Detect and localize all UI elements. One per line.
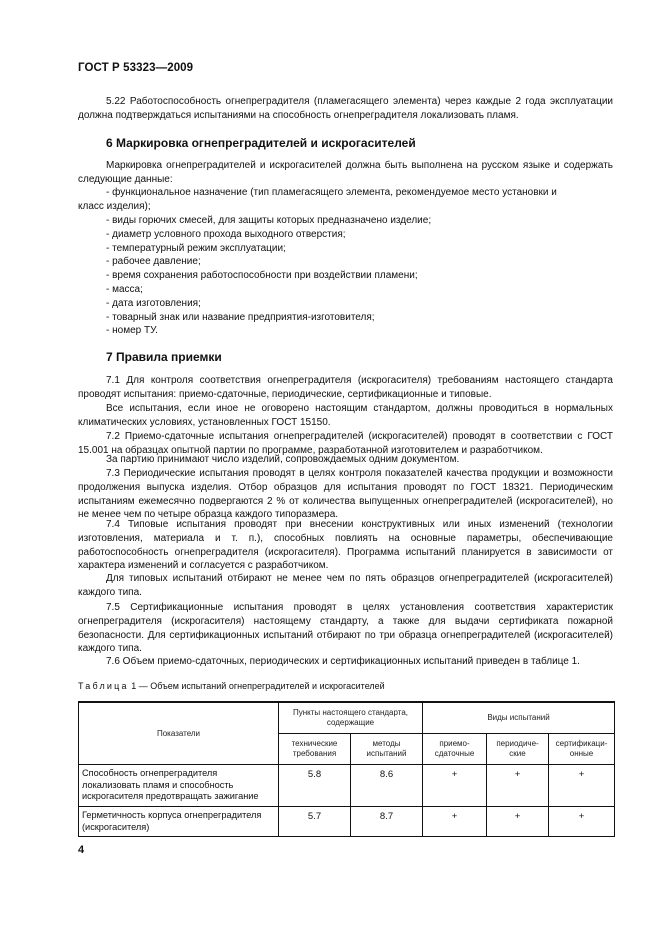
cell-indicator: Герметичность корпуса огнепреградителя (искрогасителя) xyxy=(79,807,279,837)
paragraph-5-22: 5.22 Работоспособность огнепреградителя (пламегасящего элемента) через каждые 2 года эксплуатации должна подтверждаться испытаниями на способность огнепреградителя локализовать пламя. xyxy=(78,96,613,121)
tests-table xyxy=(78,701,615,837)
table-header-row xyxy=(79,702,615,734)
page-number: 4 xyxy=(78,844,85,856)
paragraph-7-2-b: За партию принимают число изделий, сопровождаемых одним документом. xyxy=(106,454,460,465)
paragraph-7-3: 7.3 Периодические испытания проводят в целях контроля показателей качества продукции и возможности продолжения выпуска изделия. Отбор образцов для испытания проводят по ГОСТ 18321. Периодическим испытаниям ежемесячно подвергаются 2 % от количества выпущенных огнепреградителей (искрогасителей), но не менее чем по четыре образца каждого типоразмера. xyxy=(78,468,613,521)
section-6-intro: Маркировка огнепреградителей и искрогасителей должна быть выполнена на русском языке и содержать следующие данные: xyxy=(78,160,613,185)
list-item: - температурный режим эксплуатации; xyxy=(106,242,286,254)
cell-method: 8.6 xyxy=(351,765,423,807)
list-item: - время сохранения работоспособности при воздействии пламени; xyxy=(106,270,418,282)
cell-tech: 5.8 xyxy=(279,765,351,807)
header-indicators: Показатели xyxy=(79,702,279,765)
list-item-continuation: класс изделия); xyxy=(78,201,151,212)
page-header: ГОСТ Р 53323—2009 xyxy=(78,62,194,74)
header-test-methods: методы испытаний xyxy=(351,734,423,765)
header-test-types: Виды испытаний xyxy=(423,702,615,734)
paragraph-7-1: 7.1 Для контроля соответствия огнепреградителя (искрогасителя) требованиям настоящего стандарта проводят испытания: приемо-сдаточные, периодические, сертификационные и типовые. xyxy=(78,375,613,400)
list-item: - масса; xyxy=(106,283,143,295)
list-item: - виды горючих смесей, для защиты которых предназначено изделие; xyxy=(106,215,432,226)
table-caption-label: Таблица xyxy=(78,681,129,691)
cell-certification: + xyxy=(549,765,615,807)
list-item: - товарный знак или название предприятия-изготовителя; xyxy=(106,311,375,323)
cell-acceptance: + xyxy=(423,765,487,807)
table-row xyxy=(79,765,615,807)
header-periodic: периодиче-ские xyxy=(487,734,549,765)
marking-list xyxy=(106,186,614,200)
table-row xyxy=(79,807,615,837)
section-7-title: 7 Правила приемки xyxy=(106,350,222,364)
cell-indicator: Способность огнепреградителя локализовать пламя и способность искрогасителя предотвращать зажигание xyxy=(79,765,279,807)
list-item: - дата изготовления; xyxy=(106,297,201,309)
header-acceptance: приемо-сдаточные xyxy=(423,734,487,765)
cell-periodic: + xyxy=(487,765,549,807)
list-item: - диаметр условного прохода выходного отверстия; xyxy=(106,228,346,240)
header-tech-requirements: технические требования xyxy=(279,734,351,765)
cell-tech: 5.7 xyxy=(279,807,351,837)
paragraph-7-4-b: Для типовых испытаний отбирают не менее чем по пять образцов огнепреградителей (искрогасителей) каждого типа. xyxy=(78,573,613,598)
cell-certification: + xyxy=(549,807,615,837)
list-item: - номер ТУ. xyxy=(106,325,158,337)
table-caption-text: 1 — Объем испытаний огнепреградителей и искрогасителей xyxy=(131,681,385,691)
section-6-title: 6 Маркировка огнепреградителей и искрогасителей xyxy=(106,136,416,150)
paragraph-7-4: 7.4 Типовые испытания проводят при внесении конструктивных или иных изменений (технологии изготовления, материала и т. п.), способных повлиять на основные параметры, обеспечивающие работоспособность огнепреградителя (искрогасителя). Программа испытаний планируется в зависимости от характера изменений и согласуется с разработчиком. xyxy=(78,519,613,572)
paragraph-7-1-b: Все испытания, если иное не оговорено настоящим стандартом, должны проводиться в нормальных климатических условиях, установленных ГОСТ 15150. xyxy=(78,403,613,428)
list-item: - функциональное назначение (тип пламегасящего элемента, рекомендуемое место установки и xyxy=(106,187,557,198)
paragraph-7-5: 7.5 Сертификационные испытания проводят в целях установления соответствия характеристик огнепреградителя (искрогасителя) настоящему стандарту, а также для выдачи сертификата пожарной безопасности. Для сертификационных испытаний отбирают по три образца огнепреградителей (искрогасителей) каждого типа. xyxy=(78,602,613,655)
table-caption xyxy=(78,681,385,691)
header-points: Пункты настоящего стандарта, содержащие xyxy=(279,702,423,734)
marking-list-rest xyxy=(106,214,614,338)
header-certification: сертификаци-онные xyxy=(549,734,615,765)
cell-acceptance: + xyxy=(423,807,487,837)
list-item: - рабочее давление; xyxy=(106,256,201,268)
paragraph-7-2: 7.2 Приемо-сдаточные испытания огнепреградителей (искрогасителей) проводят в соответствии с ГОСТ 15.001 на образцах опытной партии по программе, разработанной изготовителем и разработчиком. xyxy=(78,431,613,456)
cell-method: 8.7 xyxy=(351,807,423,837)
paragraph-7-6: 7.6 Объем приемо-сдаточных, периодических и сертификационных испытаний приведен в таблице 1. xyxy=(106,656,580,667)
cell-periodic: + xyxy=(487,807,549,837)
